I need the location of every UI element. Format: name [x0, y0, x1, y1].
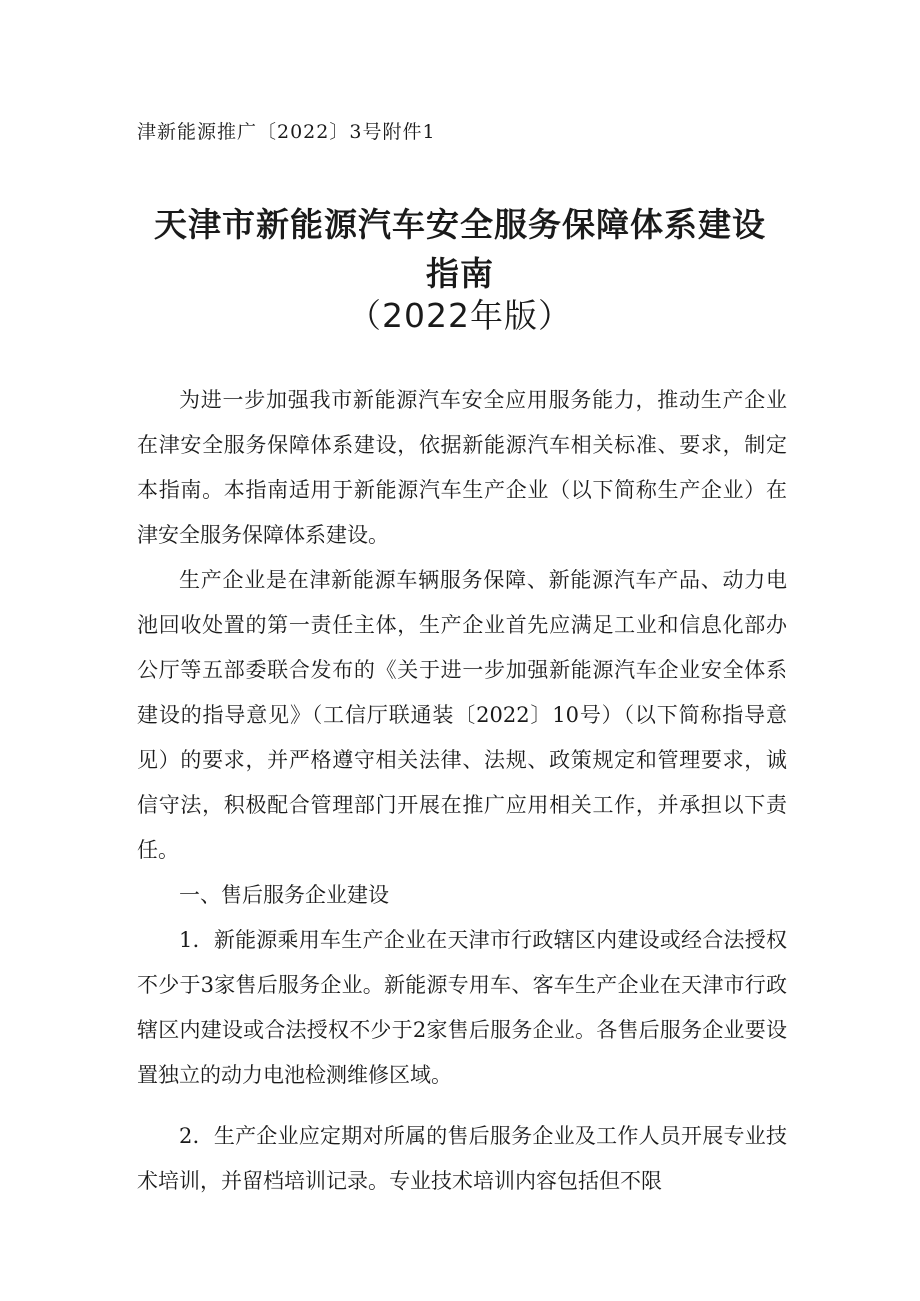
- document-title-line-1: 天津市新能源汽车安全服务保障体系建设: [154, 205, 766, 244]
- paragraph-intro: 为进一步加强我市新能源汽车安全应用服务能力，推动生产企业在津安全服务保障体系建设，依据新能源汽车相关标准、要求，制定本指南。本指南适用于新能源汽车生产企业（以下简称生产企业）在津安全服务保障体系建设。: [137, 388, 787, 547]
- document-body: [137, 378, 787, 1204]
- section-heading-after-sales: 一、售后服务企业建设: [179, 883, 389, 907]
- paragraph-responsibility: 生产企业是在津新能源车辆服务保障、新能源汽车产品、动力电池回收处置的第一责任主体，生产企业首先应满足工业和信息化部办公厅等五部委联合发布的《关于进一步加强新能源汽车企业安全体系建设的指导意见》（工信厅联通装〔2022〕10号）（以下简称指导意见）的要求，并严格遵守相关法律、法规、政策规定和管理要求，诚信守法，积极配合管理部门开展在推广应用相关工作，并承担以下责任。: [137, 568, 787, 862]
- document-title-edition: （2022年版）: [348, 296, 572, 335]
- paragraph-item-2: 2．生产企业应定期对所属的售后服务企业及工作人员开展专业技术培训，并留档培训记录。专业技术培训内容包括但不限: [137, 1124, 787, 1193]
- paragraph-item-1: 1．新能源乘用车生产企业在天津市行政辖区内建设或经合法授权不少于3家售后服务企业。新能源专用车、客车生产企业在天津市行政辖区内建设或合法授权不少于2家售后服务企业。各售后服务企业要设置独立的动力电池检测维修区域。: [137, 928, 787, 1087]
- document-title-line-2: 指南: [426, 254, 494, 293]
- document-number: 津新能源推广〔2022〕3号附件1: [137, 121, 436, 143]
